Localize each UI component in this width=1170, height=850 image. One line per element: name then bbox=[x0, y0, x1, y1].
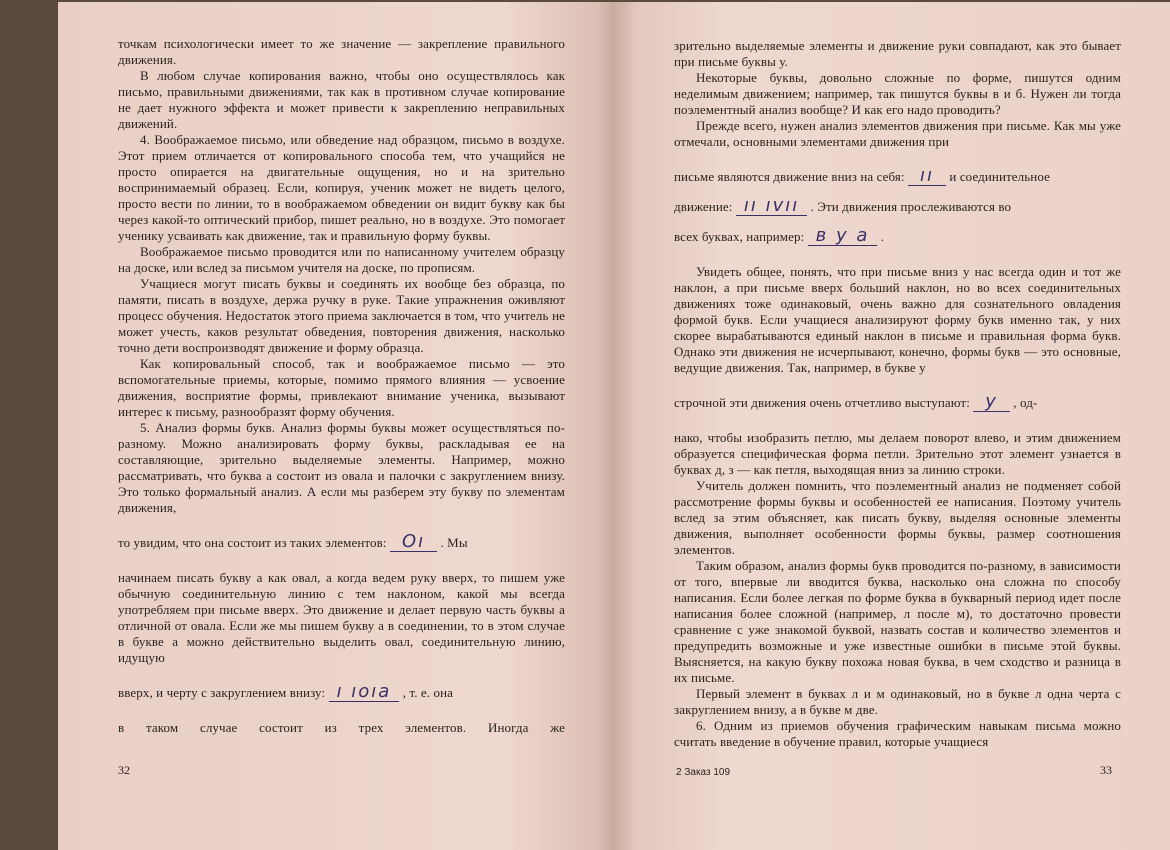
paragraph: Учитель должен помнить, что поэлементный анализ не подменяет собой рассмотрение формы буквы и особенностей ее написания. Поэтому учитель вслед за этим объясняет, как писать букву, выделяя основные элементы движения, выполняет особенности формы буквы, размер соотношения элементов. bbox=[674, 478, 1121, 557]
paragraph: начинаем писать букву а как овал, а когда ведем руку вверх, то пишем уже обычную соединительную линию с тем наклоном, какой мы всегда употребляем при письме вверх. Это движение и делает первую часть буквы а отличной от овала. Если же мы пишем букву а в соединении, то в этом случае в букве а можно действительно выделить овал, соединительную линию, идущую bbox=[118, 570, 565, 665]
left-text-column bbox=[118, 36, 565, 736]
handwritten-sample: у bbox=[973, 393, 1010, 412]
page-number: 32 bbox=[118, 763, 130, 777]
paragraph: 6. Одним из приемов обучения графическим навыкам письма можно считать введение в обучение правил, которые учащиеся bbox=[674, 718, 1121, 749]
line-with-handwriting: письме являются движение вниз на себя: ıı и соединительное bbox=[674, 165, 1050, 186]
paragraph: Воображаемое письмо проводится или по написанному учителем образцу на доске, или вслед за письмом учителя на доске, по прописям. bbox=[118, 244, 565, 275]
book-spread bbox=[58, 2, 1170, 850]
paragraph: Прежде всего, нужен анализ элементов движения при письме. Как мы уже отмечали, основными элементами движения при bbox=[674, 118, 1121, 149]
paragraph: 5. Анализ формы букв. Анализ формы буквы может осуществляться по-разному. Можно анализировать форму буквы, раскладывая ее на составляющие, зрительно выделяемые элементы. Например, можно рассматривать, что буква а состоит из овала и палочки с закруглением внизу. Это только формальный анализ. А если мы разберем эту букву по элементам движения, bbox=[118, 420, 565, 515]
paragraph: Учащиеся могут писать буквы и соединять их вообще без образца, по памяти, писать в воздухе, держа ручку в руке. Такие упражнения оживляют процесс обучения. Недостаток этого приема заключается в том, что учитель не может учесть, каков результат обведения, повторения движения, насколько точно дети воспроизводят движение и форму образца. bbox=[118, 276, 565, 355]
paragraph: зрительно выделяемые элементы и движение руки совпадают, как это бывает при письме буквы у. bbox=[674, 38, 1121, 69]
right-text-column bbox=[674, 38, 1121, 750]
paragraph: Некоторые буквы, довольно сложные по форме, пишутся одним неделимым движением; например, так пишутся буквы в и б. Нужен ли тогда поэлементный анализ вообще? И как его надо проводить? bbox=[674, 70, 1121, 117]
line-with-handwriting: движение: ıı ıvıı . Эти движения прослеживаются во bbox=[674, 195, 1012, 216]
print-signature: 2 Заказ 109 bbox=[676, 767, 731, 778]
right-page bbox=[614, 2, 1170, 850]
paragraph: точкам психологически имеет то же значение — закрепление правильного движения. bbox=[118, 36, 565, 67]
paragraph: нако, чтобы изобразить петлю, мы делаем поворот влево, и этим движением образуется специфическая форма петли. Зрительно этот элемент узнается в буквах д, з — как петля, выходящая вниз за линию строки. bbox=[674, 430, 1121, 477]
handwritten-sample: ıı ıvıı bbox=[736, 197, 807, 216]
handwritten-sample: Оı bbox=[390, 533, 437, 552]
page-number: 33 bbox=[1100, 763, 1112, 777]
line-with-handwriting: всех буквах, например: в у а . bbox=[674, 225, 885, 246]
line-with-handwriting: то увидим, что она состоит из таких элементов: Оı . Мы bbox=[118, 531, 468, 552]
handwritten-sample: в у а bbox=[808, 227, 878, 246]
paragraph: 4. Воображаемое письмо, или обведение над образцом, письмо в воздухе. Этот прием отличается от копировального способа тем, что учащийся не просто опирается на двигательные ощущения, но и на зрительно воспринимаемый образец. Если, копируя, ученик может не видеть целого, просто вести по линии, то в воображаемом обведении он видит букву как бы через какой-то оптический прибор, пишет реально, но в воздухе. Это помогает ученику усваивать как движение, так и правильную форму буквы. bbox=[118, 132, 565, 243]
line-with-handwriting: вверх, и черту с закруглением внизу: ı ıоıа , т. е. она bbox=[118, 681, 454, 702]
paragraph: Увидеть общее, понять, что при письме вниз у нас всегда один и тот же наклон, а при письме вверх больший наклон, но во всех соединительных движениях тоже одинаковый, очень важно для сознательного овладения формой букв. Если учащиеся анализируют форму букв именно так, у них скорее вырабатываются единый наклон в письме и правильная форма букв. Однако эти движения не исчерпывают, конечно, формы букв — это основные, ведущие движения. Так, например, в букве у bbox=[674, 264, 1121, 375]
paragraph: В любом случае копирования важно, чтобы оно осуществлялось как письмо, правильными движениями, так как в противном случае копирование не дает нужного эффекта и может привести к закреплению неправильных движений. bbox=[118, 68, 565, 131]
paragraph: в таком случае состоит из трех элементов. Иногда же bbox=[118, 720, 565, 735]
line-with-handwriting: строчной эти движения очень отчетливо выступают: у , од- bbox=[674, 391, 1038, 412]
handwritten-sample: ıı bbox=[908, 167, 946, 186]
paragraph: Как копировальный способ, так и воображаемое письмо — это вспомогательные приемы, которые, помимо прямого влияния — усвоение движения, восприятие формы, привлекают внимание ученика, вызывают интерес к письму, разнообразят форму обучения. bbox=[118, 356, 565, 419]
left-page bbox=[58, 2, 614, 850]
paragraph: Таким образом, анализ формы букв проводится по-разному, в зависимости от того, впервые ли вводится буква, насколько она сложна по способу написания. Если более легкая по форме буква в букварный период идет после написания более сложной (например, л после м), то достаточно провести сравнение с уже знакомой буквой, назвать состав и количество элементов и предупредить возможные и уже известные ошибки в письме этой буквы. Выясняется, на какую букву похожа новая буква, в чем сходство и разница в их письме. bbox=[674, 558, 1121, 685]
handwritten-sample: ı ıоıа bbox=[329, 683, 400, 702]
paragraph: Первый элемент в буквах л и м одинаковый, но в букве л одна черта с закруглением внизу, а в букве м две. bbox=[674, 686, 1121, 717]
